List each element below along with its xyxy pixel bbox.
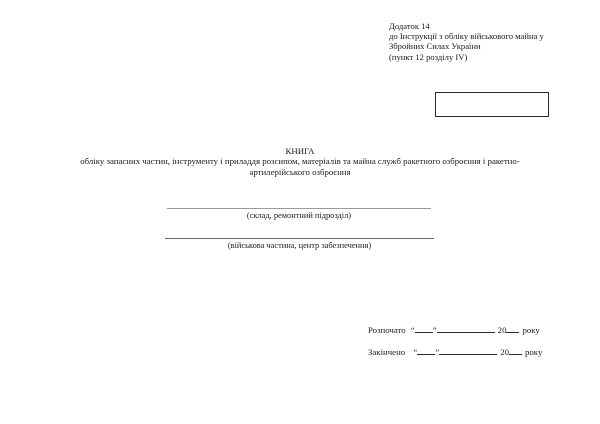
document-title <box>40 146 560 177</box>
finished-month-blank[interactable] <box>439 346 497 355</box>
close-quote: ” <box>432 325 437 335</box>
warehouse-field-caption: (склад, ремонтний підрозділ) <box>246 211 352 220</box>
open-quote: “ <box>410 325 415 335</box>
annex-armed-forces: Збройних Силах України <box>389 41 481 52</box>
annex-reference <box>389 21 544 62</box>
title-heading: КНИГА <box>285 146 315 156</box>
military-unit-field-caption: (військова частина, центр забезпечення) <box>227 241 372 250</box>
title-subtitle-line1: обліку запасних частин, інструменту і приладдя розсипом, матеріалів та майна служб ракетного озброєння і ракетно- <box>80 156 520 167</box>
finished-label: Закінчено <box>368 347 406 357</box>
open-quote: “ <box>413 347 418 357</box>
started-date-row <box>368 324 540 336</box>
finished-year-blank[interactable] <box>509 346 522 355</box>
century: 20 <box>500 347 509 357</box>
registration-box[interactable] <box>435 92 549 117</box>
started-label: Розпочато <box>368 325 406 335</box>
annex-number: Додаток 14 <box>389 21 430 31</box>
annex-clause: (пункт 12 розділу IV) <box>389 51 468 62</box>
year-word: року <box>522 325 540 335</box>
started-day-blank[interactable] <box>415 324 433 333</box>
title-subtitle-line2: артилерійського озброєння <box>249 166 351 177</box>
annex-instruction-ref: до Інструкції з обліку військового майна у <box>389 31 544 42</box>
century: 20 <box>497 325 507 335</box>
started-year-blank[interactable] <box>506 324 519 333</box>
year-word: року <box>525 347 543 357</box>
close-quote: ” <box>435 347 440 357</box>
finished-date-row <box>368 346 542 358</box>
started-month-blank[interactable] <box>437 324 495 333</box>
military-unit-field-line[interactable] <box>165 238 434 239</box>
finished-day-blank[interactable] <box>417 346 435 355</box>
warehouse-field-line[interactable] <box>167 208 431 209</box>
